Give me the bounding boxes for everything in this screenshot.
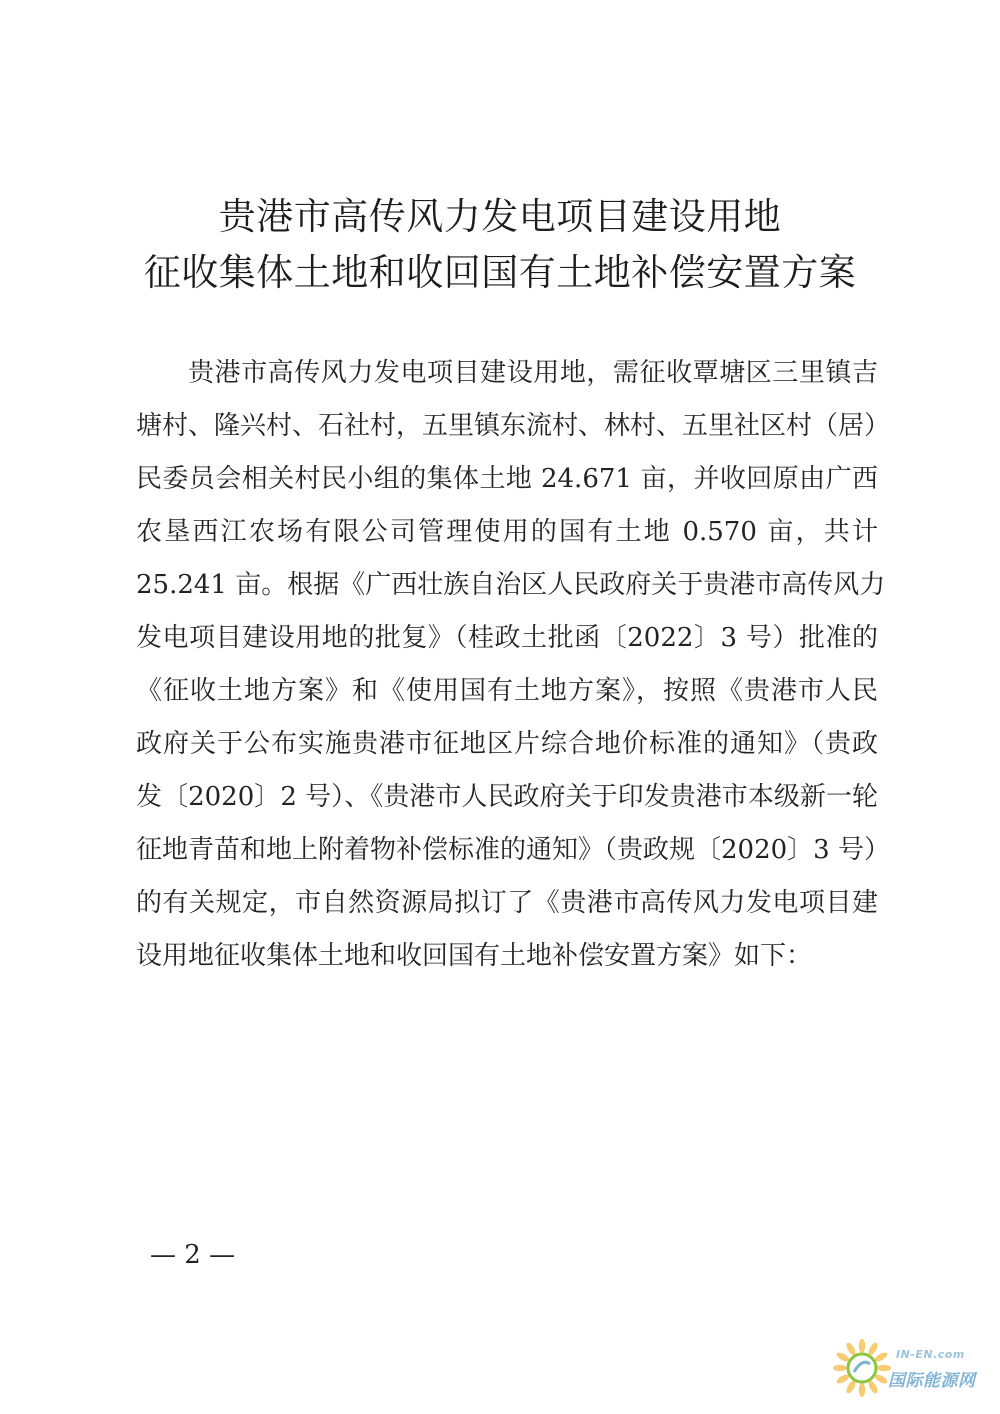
- body-line-2: 塘村、隆兴村、石社村，五里镇东流村、林村、五里社区村（居）: [136, 411, 891, 441]
- body-line-11: 的有关规定，市自然资源局拟订了《贵港市高传风力发电项目建: [136, 888, 878, 918]
- body-line-10: 征地青苗和地上附着物补偿标准的通知》（贵政规〔2020〕3 号）: [136, 835, 890, 865]
- site-watermark: [832, 1338, 982, 1400]
- document-title-line-2: 征收集体土地和收回国有土地补偿安置方案: [143, 251, 857, 294]
- body-line-4: 农垦西江农场有限公司管理使用的国有土地 0.570 亩，共计: [136, 517, 878, 547]
- watermark-site-cn: 国际能源网: [888, 1371, 976, 1391]
- body-line-12: 设用地征收集体土地和收回国有土地补偿安置方案》如下：: [136, 941, 813, 971]
- body-line-6: 发电项目建设用地的批复》（桂政土批函〔2022〕3 号）批准的: [136, 623, 878, 653]
- body-line-8: 政府关于公布实施贵港市征地区片综合地价标准的通知》（贵政: [136, 729, 878, 759]
- body-line-1: 贵港市高传风力发电项目建设用地，需征收覃塘区三里镇吉: [188, 358, 878, 388]
- watermark-site-en: IN-EN.com: [896, 1348, 965, 1361]
- sun-logo-icon: [832, 1338, 892, 1400]
- document-title-line-1: 贵港市高传风力发电项目建设用地: [218, 195, 782, 238]
- body-line-9: 发〔2020〕2 号）、《贵港市人民政府关于印发贵港市本级新一轮: [136, 782, 878, 812]
- body-line-7: 《征收土地方案》和《使用国有土地方案》，按照《贵港市人民: [136, 676, 878, 706]
- body-line-5: 25.241 亩。根据《广西壮族自治区人民政府关于贵港市高传风力: [136, 570, 886, 600]
- page-number: — 2 —: [150, 1240, 236, 1270]
- body-line-3: 民委员会相关村民小组的集体土地 24.671 亩，并收回原由广西: [136, 464, 878, 494]
